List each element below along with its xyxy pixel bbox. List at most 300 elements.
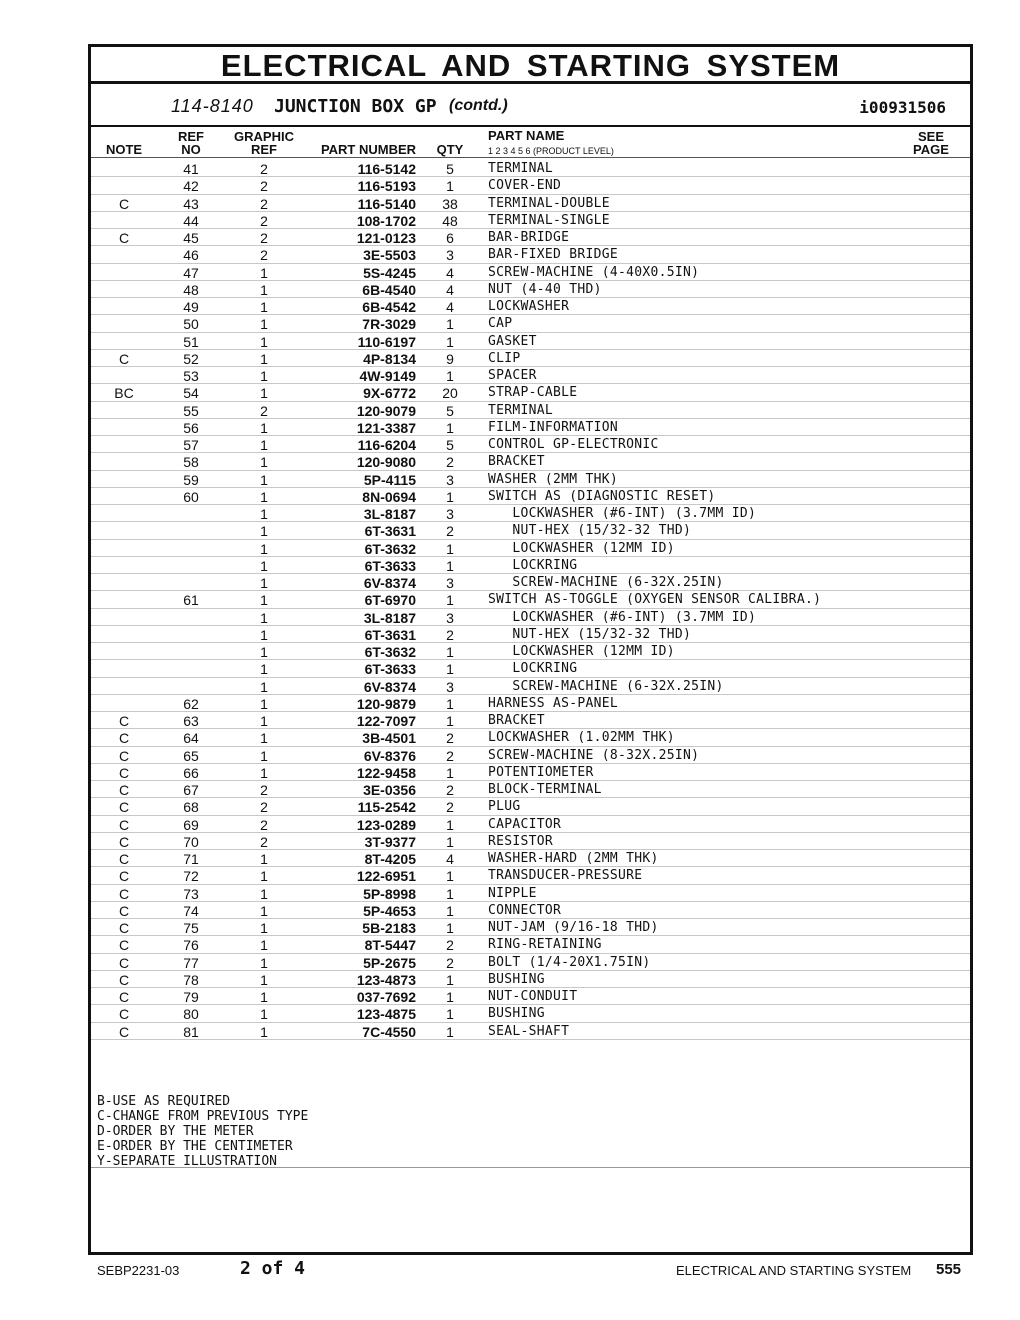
table-row [91, 333, 970, 350]
part-number-cell: 8T-5447 [364, 937, 416, 954]
graphic-ref-cell: 1 [260, 454, 268, 471]
ref-no-cell: 46 [183, 247, 199, 264]
qty-cell: 1 [446, 902, 454, 919]
part-number-cell: 122-7097 [356, 713, 416, 729]
qty-cell: 1 [446, 816, 454, 833]
col-see-page [906, 130, 956, 156]
ref-no-cell: 44 [183, 212, 199, 229]
table-row [91, 695, 970, 712]
table-row [91, 315, 970, 332]
part-number-cell: 3E-5503 [363, 247, 416, 264]
ref-no-cell: 57 [183, 437, 199, 453]
group-number: 114-8140 [171, 96, 254, 116]
col-see-top: SEE [917, 129, 944, 144]
table-row [91, 850, 970, 867]
note-cell: C [118, 799, 130, 816]
graphic-ref-cell: 1 [260, 281, 268, 298]
col-graphic-ref [229, 130, 299, 156]
ref-no-cell: 45 [183, 230, 199, 246]
table-row [91, 298, 970, 315]
graphic-ref-cell: 1 [260, 385, 268, 402]
part-number-cell: 120-9079 [356, 402, 416, 419]
part-name-cell: RING-RETAINING [488, 937, 602, 953]
footer-page-number: 555 [936, 1261, 962, 1278]
graphic-ref-cell: 1 [260, 937, 268, 954]
table-row [91, 626, 970, 643]
table-row [91, 281, 970, 298]
qty-cell: 1 [446, 868, 454, 885]
part-number-cell: 122-9458 [356, 764, 416, 781]
qty-cell: 3 [446, 471, 454, 488]
table-row [91, 729, 970, 746]
qty-cell: 2 [446, 954, 454, 971]
table-row [91, 229, 970, 246]
qty-cell: 4 [446, 264, 454, 281]
part-number-cell: 120-9080 [356, 454, 416, 471]
graphic-ref-cell: 1 [260, 523, 268, 540]
part-number-cell: 3B-4501 [362, 730, 416, 747]
part-name-cell: BRACKET [488, 713, 545, 728]
note-line: E-ORDER BY THE CENTIMETER [97, 1139, 293, 1154]
part-number-cell: 6T-3633 [364, 661, 416, 678]
ref-no-cell: 61 [183, 592, 199, 609]
table-row [91, 367, 970, 384]
note-cell: BC [114, 385, 134, 402]
part-name-cell: BAR-FIXED BRIDGE [488, 247, 619, 263]
graphic-ref-cell: 1 [260, 264, 268, 281]
graphic-ref-cell: 1 [260, 971, 268, 988]
ref-no-cell: 78 [183, 971, 199, 988]
qty-cell: 1 [446, 661, 454, 678]
qty-cell: 3 [446, 506, 454, 522]
graphic-ref-cell: 1 [260, 902, 268, 919]
ref-no-cell: 71 [183, 851, 199, 867]
graphic-ref-cell: 1 [260, 575, 268, 591]
part-name-cell: TERMINAL-DOUBLE [488, 195, 610, 211]
ref-no-cell: 80 [183, 1006, 199, 1023]
qty-cell: 5 [446, 402, 454, 419]
graphic-ref-cell: 1 [260, 557, 268, 574]
part-name-cell: TERMINAL [488, 161, 554, 176]
qty-cell: 3 [446, 247, 454, 264]
part-number-cell: 037-7692 [356, 989, 416, 1005]
part-name-cell: LOCKRING [488, 557, 578, 573]
part-number-cell: 5P-4653 [363, 902, 416, 919]
ref-no-cell: 66 [183, 764, 199, 781]
note-cell: C [118, 1023, 130, 1040]
part-number-cell: 6V-8374 [363, 575, 416, 591]
ref-no-cell: 43 [183, 195, 199, 212]
part-name-cell: NUT-JAM (9/16-18 THD) [488, 920, 659, 935]
footer-page-of: 2 of 4 [240, 1258, 306, 1279]
table-row [91, 471, 970, 488]
table-row [91, 1005, 970, 1022]
table-row [91, 177, 970, 194]
table-row [91, 212, 970, 229]
part-number-cell: 6B-4542 [362, 299, 416, 315]
part-name-cell: FILM-INFORMATION [488, 419, 619, 435]
ref-no-cell: 59 [183, 471, 199, 488]
graphic-ref-cell: 2 [260, 833, 268, 850]
graphic-ref-cell: 1 [260, 954, 268, 971]
part-number-cell: 116-5140 [357, 195, 416, 212]
ref-no-cell: 49 [183, 299, 199, 315]
part-name-cell: GASKET [488, 333, 537, 349]
part-name-cell: LOCKWASHER (12MM ID) [488, 644, 675, 659]
note-cell: C [118, 833, 130, 850]
note-cell: C [118, 885, 130, 902]
qty-cell: 4 [446, 851, 454, 867]
part-name-cell: TERMINAL-SINGLE [488, 212, 610, 228]
qty-cell: 4 [446, 281, 454, 298]
table-row [91, 419, 970, 436]
graphic-ref-cell: 1 [260, 644, 268, 660]
part-name-cell: LOCKWASHER [488, 299, 570, 314]
note-cell: C [118, 764, 130, 781]
part-name-cell: NIPPLE [488, 885, 537, 901]
table-row [91, 1023, 970, 1040]
part-number-cell: 121-3387 [356, 419, 416, 436]
graphic-ref-cell: 1 [260, 488, 268, 505]
part-name-cell: SEAL-SHAFT [488, 1023, 570, 1039]
table-row [91, 540, 970, 557]
note-cell: C [118, 920, 130, 936]
table-row [91, 936, 970, 953]
part-number-cell: 5P-4115 [363, 471, 416, 488]
graphic-ref-cell: 1 [260, 885, 268, 902]
part-name-cell: CAPACITOR [488, 816, 562, 832]
part-number-cell: 7C-4550 [362, 1023, 416, 1040]
graphic-ref-cell: 2 [260, 247, 268, 264]
table-row [91, 660, 970, 677]
part-number-cell: 5S-4245 [363, 264, 416, 281]
qty-cell: 9 [446, 350, 454, 367]
part-number-cell: 115-2542 [357, 799, 416, 816]
table-row [91, 902, 970, 919]
qty-cell: 2 [446, 937, 454, 954]
table-row [91, 246, 970, 263]
graphic-ref-cell: 1 [260, 626, 268, 643]
part-number-cell: 6T-3631 [364, 626, 416, 643]
part-number-cell: 123-4875 [356, 1006, 416, 1023]
ref-no-cell: 68 [183, 799, 199, 816]
qty-cell: 1 [446, 920, 454, 936]
footer-doc-id: SEBP2231-03 [97, 1263, 180, 1278]
qty-cell: 1 [446, 419, 454, 436]
part-number-cell: 8N-0694 [362, 488, 416, 505]
part-name-cell: LOCKWASHER (#6-INT) (3.7MM ID) [488, 609, 757, 625]
part-number-cell: 123-0289 [356, 816, 416, 833]
part-number-cell: 123-4873 [356, 971, 416, 988]
note-cell: C [118, 713, 130, 729]
col-ref-top: REF [178, 129, 204, 144]
table-row [91, 885, 970, 902]
table-row [91, 160, 970, 177]
graphic-ref-cell: 2 [260, 195, 268, 212]
note-cell: C [118, 730, 130, 747]
part-name-cell: CLIP [488, 350, 521, 366]
ref-no-cell: 41 [183, 161, 199, 177]
table-row [91, 712, 970, 729]
part-number-cell: 4W-9149 [359, 368, 416, 384]
col-graphic-bottom: REF [251, 142, 277, 157]
qty-cell: 2 [446, 523, 454, 540]
part-name-cell: SWITCH AS-TOGGLE (OXYGEN SENSOR CALIBRA.) [488, 592, 822, 608]
table-row [91, 781, 970, 798]
note-line: D-ORDER BY THE METER [97, 1124, 254, 1139]
part-name-cell: BUSHING [488, 1006, 545, 1022]
part-number-cell: 121-0123 [356, 230, 416, 246]
ref-no-cell: 54 [183, 385, 199, 402]
part-number-cell: 5B-2183 [362, 920, 416, 936]
col-part-number: PART NUMBER [320, 142, 417, 157]
part-name-cell: COVER-END [488, 178, 562, 194]
part-number-cell: 5P-2675 [363, 954, 416, 971]
graphic-ref-cell: 1 [260, 730, 268, 747]
ref-no-cell: 53 [183, 368, 199, 384]
graphic-ref-cell: 1 [260, 419, 268, 436]
note-cell: C [118, 937, 130, 954]
part-number-cell: 6T-3633 [364, 557, 416, 574]
table-row [91, 264, 970, 281]
ref-no-cell: 79 [183, 989, 199, 1005]
graphic-ref-cell: 1 [260, 471, 268, 488]
qty-cell: 5 [446, 437, 454, 453]
graphic-ref-cell: 1 [260, 661, 268, 678]
part-name-cell: CAP [488, 316, 513, 332]
ref-no-cell: 67 [183, 782, 199, 798]
part-name-cell: SPACER [488, 368, 537, 383]
part-number-cell: 5P-8998 [363, 885, 416, 902]
note-line: Y-SEPARATE ILLUSTRATION [97, 1154, 278, 1169]
qty-cell: 1 [446, 333, 454, 350]
table-row [91, 747, 970, 764]
part-name-cell: SCREW-MACHINE (6-32X.25IN) [488, 575, 724, 590]
ref-no-cell: 74 [183, 902, 199, 919]
qty-cell: 1 [446, 316, 454, 333]
part-number-cell: 6B-4540 [362, 281, 416, 298]
group-header [91, 84, 970, 127]
group-name: JUNCTION BOX GP [274, 96, 437, 117]
part-name-cell: NUT-HEX (15/32-32 THD) [488, 626, 692, 642]
notes-divider [91, 1167, 970, 1168]
note-cell: C [118, 782, 130, 798]
qty-cell: 1 [446, 178, 454, 195]
ref-no-cell: 56 [183, 419, 199, 436]
qty-cell: 1 [446, 368, 454, 384]
graphic-ref-cell: 1 [260, 609, 268, 626]
part-name-cell: NUT (4-40 THD) [488, 281, 602, 297]
table-row [91, 591, 970, 608]
ref-no-cell: 42 [183, 178, 199, 195]
ref-no-cell: 47 [183, 264, 199, 281]
col-part-name: PART NAME [488, 128, 565, 143]
qty-cell: 1 [446, 592, 454, 609]
ref-no-cell: 76 [183, 937, 199, 954]
part-number-cell: 7R-3029 [362, 316, 416, 333]
graphic-ref-cell: 2 [260, 799, 268, 816]
table-row [91, 436, 970, 453]
table-row [91, 195, 970, 212]
note-cell: C [118, 851, 130, 867]
part-name-cell: SCREW-MACHINE (6-32X.25IN) [488, 678, 724, 694]
table-row [91, 764, 970, 781]
part-number-cell: 8T-4205 [364, 851, 416, 867]
part-number-cell: 110-6197 [357, 333, 416, 350]
part-number-cell: 6T-3631 [364, 523, 416, 540]
part-name-cell: WASHER-HARD (2MM THK) [488, 851, 659, 866]
part-number-cell: 3L-8187 [363, 609, 416, 626]
note-line: B-USE AS REQUIRED [97, 1094, 231, 1109]
qty-cell: 3 [446, 575, 454, 591]
qty-cell: 2 [446, 782, 454, 798]
part-number-cell: 9X-6772 [363, 385, 416, 402]
graphic-ref-cell: 1 [260, 764, 268, 781]
graphic-ref-cell: 1 [260, 316, 268, 333]
graphic-ref-cell: 2 [260, 230, 268, 246]
qty-cell: 38 [442, 195, 458, 212]
table-row [91, 350, 970, 367]
part-number-cell: 3L-8187 [363, 506, 416, 522]
qty-cell: 1 [446, 695, 454, 712]
note-cell: C [118, 816, 130, 833]
table-row [91, 453, 970, 470]
ref-no-cell: 69 [183, 816, 199, 833]
graphic-ref-cell: 1 [260, 920, 268, 936]
parts-list-frame [88, 44, 973, 1255]
note-cell: C [118, 954, 130, 971]
qty-cell: 1 [446, 833, 454, 850]
table-row [91, 505, 970, 522]
col-graphic-top: GRAPHIC [234, 129, 294, 144]
part-name-cell: PLUG [488, 799, 521, 815]
qty-cell: 1 [446, 885, 454, 902]
table-row [91, 522, 970, 539]
note-cell: C [118, 971, 130, 988]
table-row [91, 867, 970, 884]
footer-section: ELECTRICAL AND STARTING SYSTEM [676, 1263, 912, 1278]
table-row [91, 833, 970, 850]
note-cell: C [118, 747, 130, 764]
graphic-ref-cell: 2 [260, 782, 268, 798]
graphic-ref-cell: 1 [260, 1023, 268, 1040]
part-number-cell: 4P-8134 [363, 350, 416, 367]
qty-cell: 4 [446, 299, 454, 315]
part-number-cell: 6T-3632 [364, 644, 416, 660]
ref-no-cell: 62 [183, 695, 199, 712]
col-ref-bottom: NO [181, 142, 201, 157]
qty-cell: 2 [446, 747, 454, 764]
part-number-cell: 120-9879 [356, 695, 416, 712]
part-name-cell: HARNESS AS-PANEL [488, 695, 619, 711]
table-row [91, 643, 970, 660]
col-qty: QTY [436, 142, 464, 157]
table-row [91, 384, 970, 401]
part-name-cell: TRANSDUCER-PRESSURE [488, 868, 643, 884]
ref-no-cell: 50 [183, 316, 199, 333]
part-name-cell: STRAP-CABLE [488, 385, 578, 401]
part-name-cell: POTENTIOMETER [488, 764, 594, 780]
qty-cell: 1 [446, 971, 454, 988]
table-row [91, 971, 970, 988]
qty-cell: 1 [446, 713, 454, 729]
table-row [91, 816, 970, 833]
note-cell: C [118, 230, 130, 246]
qty-cell: 1 [446, 1023, 454, 1040]
table-row [91, 919, 970, 936]
part-number-cell: 3E-0356 [363, 782, 416, 798]
graphic-ref-cell: 2 [260, 402, 268, 419]
col-ref-no [171, 130, 211, 156]
qty-cell: 2 [446, 454, 454, 471]
qty-cell: 1 [446, 557, 454, 574]
part-name-cell: SWITCH AS (DIAGNOSTIC RESET) [488, 488, 716, 504]
graphic-ref-cell: 1 [260, 506, 268, 522]
note-cell: C [118, 989, 130, 1005]
part-number-cell: 108-1702 [356, 212, 416, 229]
table-row [91, 557, 970, 574]
part-number-cell: 6V-8376 [363, 747, 416, 764]
part-name-cell: LOCKRING [488, 661, 578, 677]
graphic-ref-cell: 1 [260, 299, 268, 315]
graphic-ref-cell: 2 [260, 161, 268, 177]
graphic-ref-cell: 1 [260, 989, 268, 1005]
part-name-cell: BLOCK-TERMINAL [488, 782, 602, 797]
graphic-ref-cell: 1 [260, 868, 268, 885]
ref-no-cell: 48 [183, 281, 199, 298]
part-name-cell: WASHER (2MM THK) [488, 471, 619, 487]
table-row [91, 798, 970, 815]
graphic-ref-cell: 1 [260, 747, 268, 764]
ref-no-cell: 72 [183, 868, 199, 885]
qty-cell: 1 [446, 540, 454, 557]
table-row [91, 609, 970, 626]
qty-cell: 48 [442, 212, 458, 229]
table-row [91, 678, 970, 695]
table-row [91, 574, 970, 591]
qty-cell: 1 [446, 488, 454, 505]
note-cell: C [118, 868, 130, 885]
part-number-cell: 6T-3632 [364, 540, 416, 557]
qty-cell: 2 [446, 730, 454, 747]
part-number-cell: 6T-6970 [364, 592, 416, 609]
qty-cell: 1 [446, 1006, 454, 1023]
graphic-ref-cell: 1 [260, 350, 268, 367]
qty-cell: 2 [446, 799, 454, 816]
col-see-bottom: PAGE [913, 142, 949, 157]
graphic-ref-cell: 1 [260, 540, 268, 557]
graphic-ref-cell: 1 [260, 1006, 268, 1023]
qty-cell: 2 [446, 626, 454, 643]
part-number-cell: 6V-8374 [363, 678, 416, 695]
graphic-ref-cell: 1 [260, 437, 268, 453]
notes-legend [97, 1094, 957, 1169]
page-title: ELECTRICAL AND STARTING SYSTEM [91, 47, 970, 84]
part-name-cell: BOLT (1/4-20X1.75IN) [488, 954, 651, 970]
graphic-ref-cell: 1 [260, 851, 268, 867]
qty-cell: 20 [442, 385, 458, 402]
ref-no-cell: 75 [183, 920, 199, 936]
note-cell: C [118, 902, 130, 919]
ref-no-cell: 52 [183, 350, 199, 367]
graphic-ref-cell: 2 [260, 212, 268, 229]
note-cell: C [118, 350, 130, 367]
graphic-ref-cell: 1 [260, 333, 268, 350]
ref-no-cell: 70 [183, 833, 199, 850]
ref-no-cell: 81 [183, 1023, 199, 1040]
ref-no-cell: 60 [183, 488, 199, 505]
part-name-cell: NUT-CONDUIT [488, 989, 578, 1004]
